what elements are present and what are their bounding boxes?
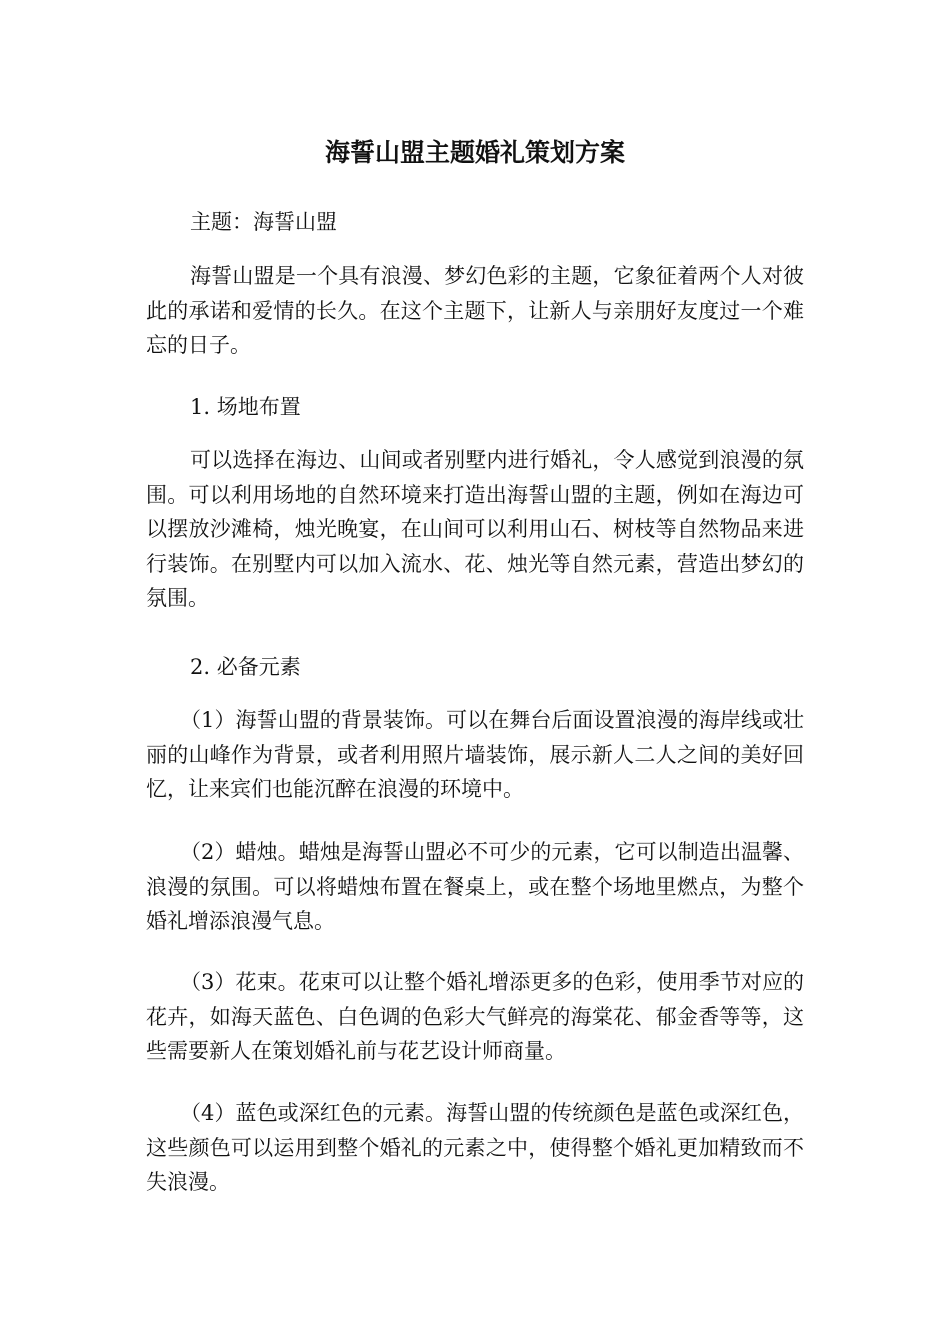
venue-paragraph: 可以选择在海边、山间或者别墅内进行婚礼，令人感觉到浪漫的氛围。可以利用场地的自然环境来打造出海誓山盟的主题，例如在海边可以摆放沙滩椅，烛光晚宴，在山间可以利用山石、树枝等自然物品来进行装饰。在别墅内可以加入流水、花、烛光等自然元素，营造出梦幻的氛围。 <box>146 448 804 610</box>
subject-line: 主题：海誓山盟 <box>190 210 337 234</box>
element-item-flowers: （3）花束。花束可以让整个婚礼增添更多的色彩，使用季节对应的花卉，如海天蓝色、白色调的色彩大气鲜亮的海棠花、郁金香等等，这些需要新人在策划婚礼前与花艺设计师商量。 <box>146 970 804 1063</box>
element-item-candles: （2）蜡烛。蜡烛是海誓山盟必不可少的元素，它可以制造出温馨、浪漫的氛围。可以将蜡烛布置在餐桌上，或在整个场地里燃点，为整个婚礼增添浪漫气息。 <box>146 840 804 933</box>
document-title: 海誓山盟主题婚礼策划方案 <box>324 138 625 167</box>
element-item-backdrop: （1）海誓山盟的背景装饰。可以在舞台后面设置浪漫的海岸线或壮丽的山峰作为背景，或者利用照片墙装饰，展示新人二人之间的美好回忆，让来宾们也能沉醉在浪漫的环境中。 <box>146 708 804 801</box>
section-heading-venue: 1. 场地布置 <box>190 395 301 419</box>
element-item-colors: （4）蓝色或深红色的元素。海誓山盟的传统颜色是蓝色或深红色，这些颜色可以运用到整个婚礼的元素之中，使得整个婚礼更加精致而不失浪漫。 <box>146 1101 804 1194</box>
section-heading-elements: 2. 必备元素 <box>190 655 301 679</box>
intro-paragraph: 海誓山盟是一个具有浪漫、梦幻色彩的主题，它象征着两个人对彼此的承诺和爱情的长久。在这个主题下，让新人与亲朋好友度过一个难忘的日子。 <box>146 264 804 357</box>
